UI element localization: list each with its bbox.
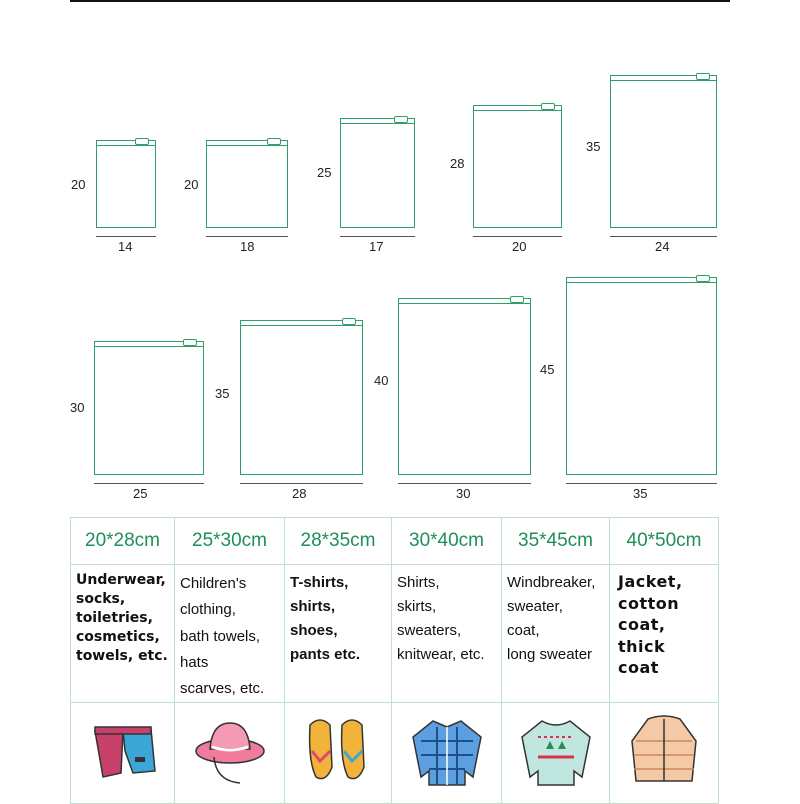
bag-outline <box>566 277 717 475</box>
width-label: 28 <box>292 486 307 501</box>
bag-outline <box>96 140 156 228</box>
width-label: 30 <box>456 486 471 501</box>
usage-cell: Underwear, socks, toiletries, cosmetics, towels, etc. <box>71 565 175 703</box>
bucket-hat-icon <box>175 703 285 804</box>
usage-cell: Windbreaker, sweater, coat, long sweater <box>502 565 610 703</box>
top-divider <box>70 0 730 2</box>
size-cell: 25*30cm <box>175 518 285 565</box>
height-label: 20 <box>71 177 86 192</box>
usage-cell: Shirts, skirts, sweaters, knitwear, etc. <box>392 565 502 703</box>
size-cell: 40*50cm <box>610 518 719 565</box>
height-label: 25 <box>317 165 332 180</box>
height-label: 30 <box>70 400 85 415</box>
height-label: 35 <box>215 386 230 401</box>
size-usage-table <box>70 517 719 804</box>
bag-outline <box>398 298 531 475</box>
width-label: 35 <box>633 486 648 501</box>
puffer-jacket-icon <box>610 703 719 804</box>
size-cell: 20*28cm <box>71 518 175 565</box>
width-label: 20 <box>512 239 527 254</box>
bag-outline <box>610 75 717 228</box>
height-label: 40 <box>374 373 389 388</box>
bag-outline <box>206 140 288 228</box>
height-label: 35 <box>586 139 601 154</box>
height-label: 20 <box>184 177 199 192</box>
shorts-icon <box>71 703 175 804</box>
usage-cell: Jacket, cotton coat, thick coat <box>610 565 719 703</box>
width-label: 24 <box>655 239 670 254</box>
width-label: 14 <box>118 239 133 254</box>
size-cell: 28*35cm <box>285 518 392 565</box>
bag-outline <box>340 118 415 228</box>
size-cell: 35*45cm <box>502 518 610 565</box>
width-label: 18 <box>240 239 255 254</box>
christmas-sweater-icon <box>502 703 610 804</box>
icon-row <box>71 703 719 804</box>
height-label: 45 <box>540 362 555 377</box>
size-row <box>71 518 719 565</box>
width-label: 17 <box>369 239 384 254</box>
height-label: 28 <box>450 156 465 171</box>
usage-row <box>71 565 719 703</box>
usage-cell: T-shirts, shirts, shoes, pants etc. <box>285 565 392 703</box>
size-cell: 30*40cm <box>392 518 502 565</box>
plaid-shirt-icon <box>392 703 502 804</box>
bag-outline <box>473 105 562 228</box>
usage-cell: Children's clothing, bath towels, hats scarves, etc. <box>175 565 285 703</box>
bag-outline <box>94 341 204 475</box>
width-label: 25 <box>133 486 148 501</box>
flip-flops-icon <box>285 703 392 804</box>
bag-outline <box>240 320 363 475</box>
